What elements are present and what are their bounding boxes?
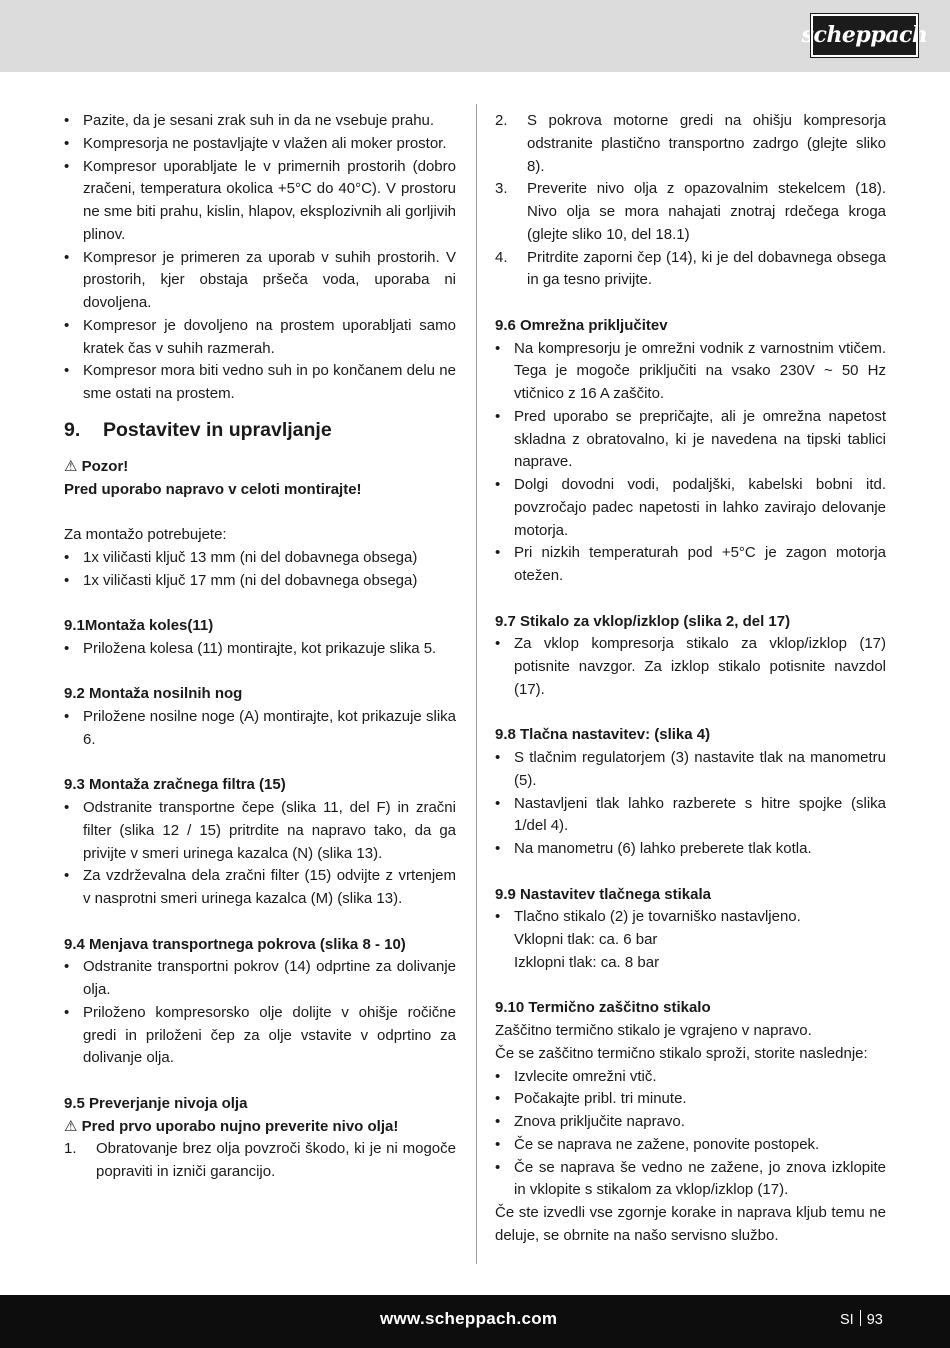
s93-list (64, 797, 456, 911)
list-item: 2. S pokrova motorne gredi na ohišju kompresorja odstranite plastično transportno zadrgo (glejte sliko 8). (495, 112, 886, 175)
s95-steps-cont (495, 110, 886, 292)
list-item: • 1x viličasti ključ 17 mm (ni del dobavnega obsega) (64, 571, 418, 589)
intro-bullet-list (64, 110, 456, 406)
oil-warning: ⚠ Pred prvo uporabo nujno preverite nivo olja! (64, 1117, 399, 1135)
paragraph: Če ste izvedli vse zgornje korake in naprava kljub temu ne deluje, se obrnite na našo servisno službo. (495, 1204, 886, 1244)
s95-steps (64, 1138, 456, 1184)
s94-list (64, 956, 456, 1070)
language-code: SI (840, 1312, 854, 1328)
list-item: • Odstranite transportni pokrov (14) odprtine za dolivanje olja. (64, 958, 456, 998)
s97-list (495, 633, 886, 701)
s99-list (495, 906, 886, 974)
section-title: Postavitev in upravljanje (103, 418, 332, 441)
list-item: • Izvlecite omrežni vtič. (495, 1067, 657, 1085)
s92-list (64, 706, 456, 752)
list-item: • Kompresor mora biti vedno suh in po končanem delu ne sme ostati na prostem. (64, 362, 456, 402)
list-item: • Priložene nosilne noge (A) montirajte, kot prikazuje slika 6. (64, 708, 456, 748)
section-number: 9. (64, 418, 81, 441)
list-item: • Kompresor uporabljate le v primernih prostorih (dobro zračeni, temperatura okolica +5°C do 40°C). V prostoru ne sme biti prahu, kislin, hlapov, eksplozivnih ali gorljivih plinov. (64, 157, 456, 243)
list-item: • Na manometru (6) lahko preberete tlak kotla. (495, 840, 812, 857)
list-item: • Kompresor je dovoljeno na prostem uporabljati samo kratek čas v suhih razmerah. (64, 316, 456, 357)
right-column (495, 110, 886, 1248)
list-item: • Pred uporabo se prepričajte, ali je omrežna napetost skladna z obratovalno, ki je navedena na tipski tablici naprave. (495, 407, 886, 471)
footer-band (0, 1295, 950, 1348)
list-item: 4. Pritrdite zaporni čep (14), ki je del dobavnega obsega in ga tesno privijte. (495, 248, 886, 289)
list-item: • Odstranite transportne čepe (slika 11, del F) in zračni filter (slika 12 / 15) pritrdite na napravo tako, da ga privijte v smeri urinega kazalca (N) (slika 13). (64, 799, 456, 862)
paragraph: Zaščitno termično stikalo je vgrajeno v napravo. (495, 1022, 812, 1039)
column-divider (476, 104, 477, 1264)
subsection-title-9-4: 9.4 Menjava transportnega pokrova (slika 8 - 10) (64, 935, 406, 953)
subsection-title-9-8: 9.8 Tlačna nastavitev: (slika 4) (495, 726, 711, 744)
tools-intro: Za montažo potrebujete: (64, 526, 227, 543)
switch-on-pressure: Vklopni tlak: ca. 6 bar (514, 931, 658, 948)
list-item: • S tlačnim regulatorjem (3) nastavite tlak na manometru (5). (495, 749, 886, 789)
scheppach-logo (801, 14, 928, 57)
subsection-title-9-5: 9.5 Preverjanje nivoja olja (64, 1094, 248, 1112)
list-item: • 1x viličasti ključ 13 mm (ni del dobavnega obsega) (64, 548, 418, 566)
list-item: • Nastavljeni tlak lahko razberete s hitre spojke (slika 1/del 4). (495, 794, 886, 835)
s98-list (495, 747, 886, 861)
s910-list (495, 1066, 886, 1203)
list-item: • Priložena kolesa (11) montirajte, kot prikazuje slika 5. (64, 639, 437, 657)
switch-off-pressure: Izklopni tlak: ca. 8 bar (514, 953, 660, 971)
list-item: • Kompresorja ne postavljajte v vlažen ali moker prostor. (64, 134, 447, 152)
list-item: • Priloženo kompresorsko olje dolijte v ohišje ročične gredi in priloženi čep za olje vstavite v odprtino za dolivanje olja. (64, 1003, 456, 1067)
warning-label: ⚠ Pozor! (64, 457, 129, 475)
s96-list (495, 338, 886, 588)
header-band (0, 0, 950, 72)
list-item: • Če se naprava še vedno ne zažene, jo znova izklopite in vklopite s stikalom za vklop/izklop (17). (495, 1158, 886, 1199)
list-item: • Pazite, da je sesani zrak suh in da ne vsebuje prahu. (64, 112, 435, 129)
warning-text: Pred uporabo napravo v celoti montirajte! (64, 480, 362, 498)
list-item: 1. Obratovanje brez olja povzroči škodo, ki je ni mogoče popraviti in izniči garancijo. (64, 1140, 456, 1180)
subsection-title-9-10: 9.10 Termično zaščitno stikalo (495, 999, 711, 1017)
footer-url: www.scheppach.com (380, 1309, 558, 1328)
subsection-title-9-2: 9.2 Montaža nosilnih nog (64, 685, 243, 703)
subsection-title-9-7: 9.7 Stikalo za vklop/izklop (slika 2, del 17) (495, 612, 791, 630)
warning-icon: ⚠ (64, 457, 78, 475)
subsection-title-9-1: 9.1Montaža koles(11) (64, 617, 214, 634)
subsection-title-9-3: 9.3 Montaža zračnega filtra (15) (64, 776, 286, 794)
s91-list (64, 638, 456, 661)
list-item: • Tlačno stikalo (2) je tovarniško nastavljeno. Vklopni tlak: ca. 6 bar Izklopni tlak: ca. 8 bar (495, 908, 801, 971)
list-item: • Za vzdrževalna dela zračni filter (15) odvijte z vrtenjem v nasprotni smeri urinega kazalca (M) (slika 13). (64, 867, 456, 907)
section-heading (64, 417, 456, 443)
page-num: 93 (866, 1312, 883, 1328)
subsection-title-9-6: 9.6 Omrežna priključitev (495, 316, 668, 334)
list-item: • Kompresor je primeren za uporab v suhih prostorih. V prostorih, kjer obstaja pršeča voda, uporaba ni dovoljena. (64, 248, 456, 311)
tools-list (64, 547, 456, 593)
list-item: • Dolgi dovodni vodi, podaljški, kabelski bobni itd. povzročajo padec napetosti in lahko zavirajo delovanje motorja. (495, 476, 886, 539)
list-item: • Pri nizkih temperaturah pod +5°C je zagon motorja otežen. (495, 544, 886, 584)
logo-text: scheppach (801, 22, 928, 49)
page-number (840, 1309, 883, 1332)
list-item: 3. Preverite nivo olja z opazovalnim stekelcem (18). Nivo olja se mora nahajati znotraj rdečega kroga (glejte sliko 10, del 18.1) (495, 180, 886, 243)
list-item: • Počakajte pribl. tri minute. (495, 1090, 687, 1108)
warning-icon: ⚠ (64, 1117, 78, 1135)
list-item: • Za vklop kompresorja stikalo za vklop/izklop (17) potisnite navzgor. Za izklop stikalo potisnite navzdol (17). (495, 635, 886, 698)
subsection-title-9-9: 9.9 Nastavitev tlačnega stikala (495, 885, 711, 903)
list-item: • Na kompresorju je omrežni vodnik z varnostnim vtičem. Tega je mogoče priključiti na vsako 230V ~ 50 Hz vtičnico z 16 A zaščito. (495, 339, 886, 402)
list-item: • Znova priključite napravo. (495, 1113, 685, 1130)
left-column (64, 110, 456, 1184)
list-item: • Če se naprava ne zažene, ponovite postopek. (495, 1135, 820, 1153)
paragraph: Če se zaščitno termično stikalo sproži, storite naslednje: (495, 1044, 868, 1062)
